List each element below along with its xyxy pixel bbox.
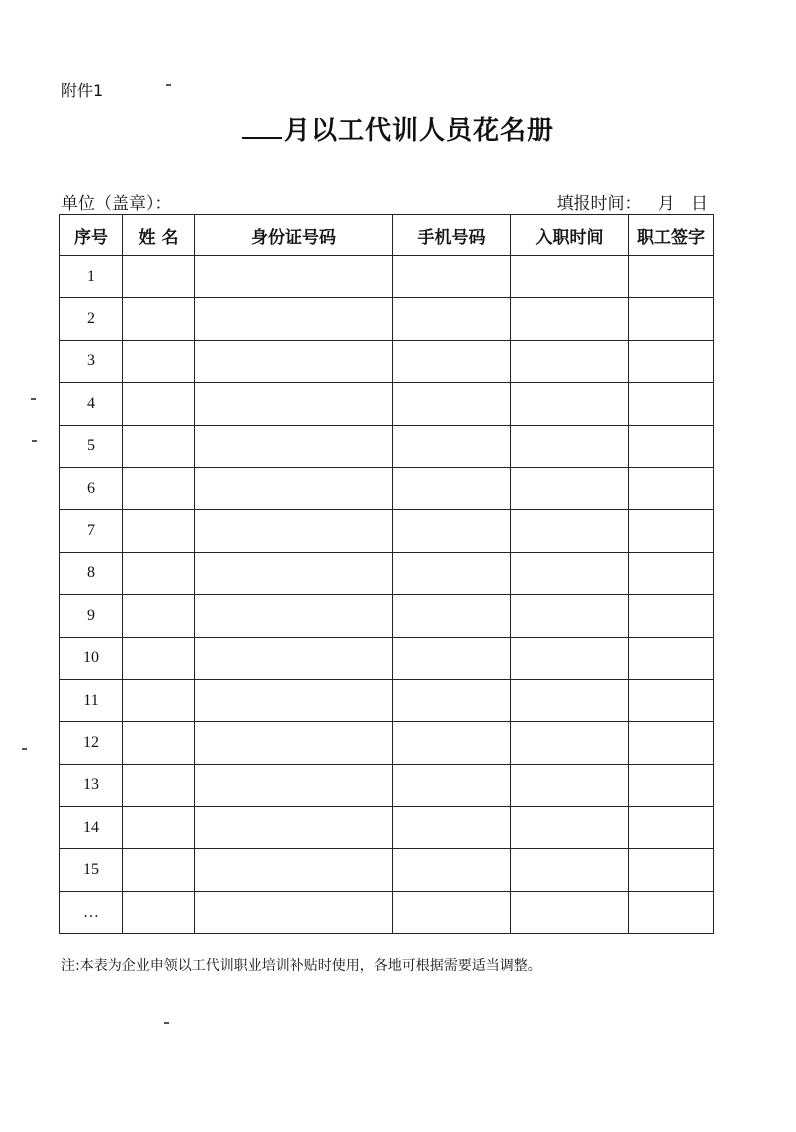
row-number: … bbox=[60, 891, 123, 933]
roster-table bbox=[59, 214, 714, 934]
row-number: 2 bbox=[60, 298, 123, 340]
unit-label: 单位（盖章）： bbox=[61, 194, 172, 214]
scan-speck bbox=[22, 748, 27, 750]
row-number: 3 bbox=[60, 340, 123, 382]
empty-cell[interactable] bbox=[195, 340, 393, 382]
empty-cell[interactable] bbox=[195, 764, 393, 806]
row-number: 6 bbox=[60, 467, 123, 509]
table-row bbox=[60, 510, 714, 552]
empty-cell[interactable] bbox=[393, 383, 511, 425]
empty-cell[interactable] bbox=[393, 510, 511, 552]
empty-cell[interactable] bbox=[393, 849, 511, 891]
empty-cell[interactable] bbox=[393, 467, 511, 509]
fill-time-day: 日 bbox=[691, 194, 708, 214]
table-row bbox=[60, 425, 714, 467]
empty-cell[interactable] bbox=[123, 467, 195, 509]
empty-cell[interactable] bbox=[629, 552, 714, 594]
column-header: 职工签字 bbox=[629, 215, 714, 256]
empty-cell[interactable] bbox=[629, 595, 714, 637]
table-row bbox=[60, 340, 714, 382]
row-number: 9 bbox=[60, 595, 123, 637]
empty-cell[interactable] bbox=[195, 256, 393, 298]
empty-cell[interactable] bbox=[393, 595, 511, 637]
empty-cell[interactable] bbox=[393, 298, 511, 340]
table-row bbox=[60, 891, 714, 933]
table-row bbox=[60, 807, 714, 849]
empty-cell[interactable] bbox=[195, 467, 393, 509]
empty-cell[interactable] bbox=[123, 722, 195, 764]
fill-time-month: 月 bbox=[657, 194, 675, 214]
table-body bbox=[60, 256, 714, 934]
empty-cell[interactable] bbox=[629, 298, 714, 340]
empty-cell[interactable] bbox=[123, 256, 195, 298]
row-number: 13 bbox=[60, 764, 123, 806]
row-number: 4 bbox=[60, 383, 123, 425]
empty-cell[interactable] bbox=[629, 849, 714, 891]
empty-cell[interactable] bbox=[629, 467, 714, 509]
empty-cell[interactable] bbox=[393, 679, 511, 721]
row-number: 11 bbox=[60, 679, 123, 721]
table-row bbox=[60, 637, 714, 679]
empty-cell[interactable] bbox=[511, 383, 629, 425]
empty-cell[interactable] bbox=[511, 807, 629, 849]
empty-cell[interactable] bbox=[123, 510, 195, 552]
empty-cell[interactable] bbox=[629, 891, 714, 933]
empty-cell[interactable] bbox=[629, 679, 714, 721]
empty-cell[interactable] bbox=[393, 764, 511, 806]
empty-cell[interactable] bbox=[393, 807, 511, 849]
empty-cell[interactable] bbox=[195, 637, 393, 679]
empty-cell[interactable] bbox=[195, 425, 393, 467]
fill-time-label: 填报时间： bbox=[556, 194, 642, 214]
column-header: 手机号码 bbox=[393, 215, 511, 256]
table-header-row bbox=[60, 215, 714, 256]
empty-cell[interactable] bbox=[123, 425, 195, 467]
table-row bbox=[60, 764, 714, 806]
table-row bbox=[60, 256, 714, 298]
column-header: 序号 bbox=[60, 215, 123, 256]
empty-cell[interactable] bbox=[195, 849, 393, 891]
row-number: 8 bbox=[60, 552, 123, 594]
empty-cell[interactable] bbox=[629, 340, 714, 382]
month-blank bbox=[242, 113, 282, 139]
empty-cell[interactable] bbox=[195, 891, 393, 933]
empty-cell[interactable] bbox=[629, 425, 714, 467]
empty-cell[interactable] bbox=[123, 807, 195, 849]
empty-cell[interactable] bbox=[629, 637, 714, 679]
row-number: 5 bbox=[60, 425, 123, 467]
column-header: 入职时间 bbox=[511, 215, 629, 256]
row-number: 14 bbox=[60, 807, 123, 849]
row-number: 10 bbox=[60, 637, 123, 679]
empty-cell[interactable] bbox=[629, 722, 714, 764]
empty-cell[interactable] bbox=[195, 679, 393, 721]
empty-cell[interactable] bbox=[393, 256, 511, 298]
empty-cell[interactable] bbox=[511, 891, 629, 933]
page-title-text: 月以工代训人员花名册 bbox=[283, 116, 554, 146]
empty-cell[interactable] bbox=[123, 383, 195, 425]
empty-cell[interactable] bbox=[123, 891, 195, 933]
empty-cell[interactable] bbox=[393, 891, 511, 933]
empty-cell[interactable] bbox=[511, 467, 629, 509]
empty-cell[interactable] bbox=[195, 722, 393, 764]
table-row bbox=[60, 849, 714, 891]
table-row bbox=[60, 552, 714, 594]
column-header: 姓 名 bbox=[123, 215, 195, 256]
empty-cell[interactable] bbox=[195, 383, 393, 425]
empty-cell[interactable] bbox=[629, 510, 714, 552]
empty-cell[interactable] bbox=[629, 764, 714, 806]
fill-time bbox=[557, 189, 708, 214]
empty-cell[interactable] bbox=[195, 807, 393, 849]
empty-cell[interactable] bbox=[393, 637, 511, 679]
empty-cell[interactable] bbox=[123, 552, 195, 594]
empty-cell[interactable] bbox=[629, 256, 714, 298]
scan-speck bbox=[166, 84, 171, 86]
empty-cell[interactable] bbox=[123, 764, 195, 806]
empty-cell[interactable] bbox=[393, 425, 511, 467]
table-row bbox=[60, 467, 714, 509]
table-row bbox=[60, 722, 714, 764]
empty-cell[interactable] bbox=[123, 340, 195, 382]
scan-speck bbox=[31, 398, 36, 400]
empty-cell[interactable] bbox=[629, 807, 714, 849]
empty-cell[interactable] bbox=[511, 425, 629, 467]
table-row bbox=[60, 383, 714, 425]
footnote: 注:本表为企业申领以工代训职业培训补贴时使用，各地可根据需要适当调整。 bbox=[61, 958, 542, 974]
table-row bbox=[60, 679, 714, 721]
table-row bbox=[60, 595, 714, 637]
empty-cell[interactable] bbox=[511, 298, 629, 340]
empty-cell[interactable] bbox=[511, 340, 629, 382]
empty-cell[interactable] bbox=[195, 298, 393, 340]
empty-cell[interactable] bbox=[393, 722, 511, 764]
empty-cell[interactable] bbox=[195, 595, 393, 637]
row-number: 7 bbox=[60, 510, 123, 552]
empty-cell[interactable] bbox=[511, 510, 629, 552]
empty-cell[interactable] bbox=[123, 679, 195, 721]
empty-cell[interactable] bbox=[511, 256, 629, 298]
empty-cell[interactable] bbox=[393, 552, 511, 594]
column-header: 身份证号码 bbox=[195, 215, 393, 256]
empty-cell[interactable] bbox=[123, 595, 195, 637]
empty-cell[interactable] bbox=[195, 510, 393, 552]
scan-speck bbox=[164, 1022, 169, 1024]
empty-cell[interactable] bbox=[195, 552, 393, 594]
scan-speck bbox=[32, 440, 37, 442]
empty-cell[interactable] bbox=[629, 383, 714, 425]
empty-cell[interactable] bbox=[123, 849, 195, 891]
empty-cell[interactable] bbox=[393, 340, 511, 382]
page-title bbox=[0, 110, 796, 147]
row-number: 1 bbox=[60, 256, 123, 298]
empty-cell[interactable] bbox=[511, 552, 629, 594]
table-row bbox=[60, 298, 714, 340]
empty-cell[interactable] bbox=[511, 764, 629, 806]
attachment-label: 附件1 bbox=[61, 81, 104, 100]
row-number: 12 bbox=[60, 722, 123, 764]
empty-cell[interactable] bbox=[511, 595, 629, 637]
empty-cell[interactable] bbox=[511, 849, 629, 891]
row-number: 15 bbox=[60, 849, 123, 891]
empty-cell[interactable] bbox=[511, 722, 629, 764]
empty-cell[interactable] bbox=[511, 679, 629, 721]
empty-cell[interactable] bbox=[511, 637, 629, 679]
empty-cell[interactable] bbox=[123, 298, 195, 340]
empty-cell[interactable] bbox=[123, 637, 195, 679]
